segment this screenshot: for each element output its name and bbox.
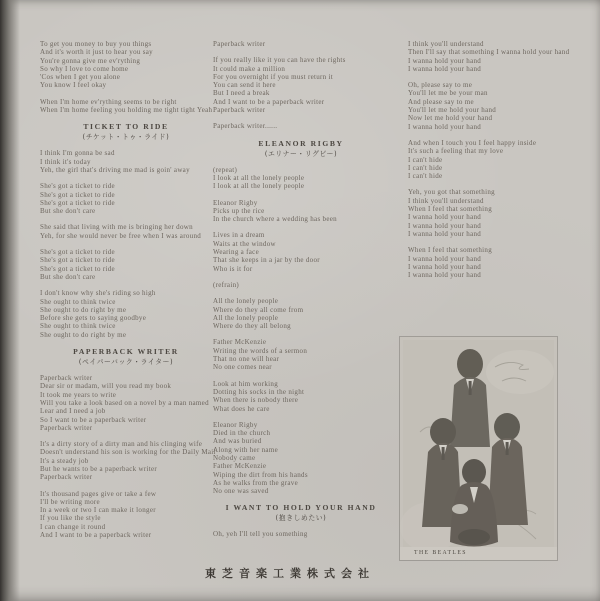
song-title-japanese: (チケット・トゥ・ライド)	[82, 133, 170, 142]
lyric-line: Father McKenzie	[213, 462, 267, 471]
song-title-japanese: (抱きしめたい)	[275, 514, 327, 523]
lyric-stanza	[213, 166, 389, 191]
lyric-line: She said that living with me is bringing her down	[40, 223, 193, 232]
lyric-line: I think you'll understand	[408, 196, 484, 205]
lyric-stanza	[408, 246, 578, 279]
lyric-stanza	[213, 530, 389, 538]
song-heading	[40, 347, 212, 367]
lyric-line: It took me years to write	[40, 390, 117, 399]
lyric-stanza	[213, 338, 389, 371]
lyric-line: If you really like it you can have the rights	[213, 56, 346, 65]
lyric-line: She's got a ticket to ride	[40, 264, 115, 273]
lyric-line: Writing the words of a sermon	[213, 346, 308, 355]
lyric-line: I wanna hold your hand	[408, 213, 482, 222]
song-title: PAPERBACK WRITER	[73, 347, 179, 357]
lyric-line: Nobody came	[213, 453, 256, 462]
lyric-line: Doesn't understand his son is working for the Daily Mail	[40, 448, 216, 457]
lyric-line: I wanna hold your hand	[408, 122, 482, 131]
lyric-stanza	[40, 440, 216, 482]
lyric-line: She's got a ticket to ride	[40, 256, 115, 265]
lyric-line: In a week or two I can make it longer	[40, 506, 156, 515]
lyric-line: I don't know why she's riding so high	[40, 289, 156, 298]
lyric-stanza	[213, 40, 389, 48]
lyric-line: And I want to be a paperback writer	[213, 97, 325, 106]
lyric-line: I think it's today	[40, 157, 91, 166]
lyric-line: Waits at the window	[213, 239, 276, 248]
lyric-line: That she keeps in a jar by the door	[213, 256, 320, 265]
lyric-line: You can send it here	[213, 81, 276, 90]
publisher-name: 東芝音楽工業株式会社	[205, 567, 375, 580]
lyric-line: Father McKenzie	[213, 338, 267, 347]
lyric-stanza	[408, 81, 578, 131]
lyric-line: That no one will hear	[213, 355, 280, 364]
lyric-line: Yeh, the girl that's driving me mad is goin' away	[40, 165, 190, 174]
lyric-stanza	[408, 40, 578, 73]
lyric-stanza	[40, 149, 212, 174]
lyric-stanza	[213, 199, 389, 224]
spine-shadow	[0, 0, 20, 601]
lyric-line: When I feel that something	[408, 205, 492, 214]
lyric-line: I look at all the lonely people	[213, 173, 305, 182]
song-title-japanese: (エリナー・リグビー)	[264, 149, 338, 158]
lyric-line: I wanna hold your hand	[408, 262, 482, 271]
lyric-stanza	[40, 182, 212, 215]
lyric-line: No one was saved	[213, 487, 269, 496]
lyric-line: Lives in a dream	[213, 231, 265, 240]
lyric-line: When I feel that something	[408, 246, 492, 255]
lyric-line: When I'm home ev'rything seems to be right	[40, 97, 177, 106]
lyric-line: No one comes near	[213, 363, 272, 372]
lyric-line: She's got a ticket to ride	[40, 248, 115, 257]
lyric-stanza	[408, 139, 578, 180]
lyric-line: She's got a ticket to ride	[40, 190, 115, 199]
lyric-line: 'Cos when I get you alone	[40, 73, 121, 82]
lyric-line: She ought to think twice	[40, 297, 116, 306]
song-title: I WANT TO HOLD YOUR HAND	[225, 503, 377, 513]
lyric-line: I wanna hold your hand	[408, 64, 482, 73]
lyric-stanza	[40, 248, 212, 281]
lyric-line: I wanna hold your hand	[408, 254, 482, 263]
lyric-line: For you overnight if you must return it	[213, 72, 333, 81]
song-title: TICKET TO RIDE	[83, 122, 169, 132]
song-heading	[40, 122, 212, 142]
lyric-line: Paperback writer......	[213, 122, 278, 131]
lyric-line: Look at him working	[213, 379, 278, 388]
lyric-line: She's got a ticket to ride	[40, 182, 115, 191]
song-heading	[213, 503, 389, 523]
lyric-line: Wearing a face	[213, 248, 259, 257]
lyric-line: It could make a million	[213, 64, 286, 73]
lyric-stanza	[40, 98, 212, 115]
lyric-line: I think I'm gonna be sad	[40, 149, 115, 158]
lyric-line: Dotting his socks in the night	[213, 387, 305, 396]
lyric-line: Eleanor Rigby	[213, 420, 258, 429]
lyric-stanza	[213, 231, 389, 272]
lyrics-column-right	[408, 40, 578, 287]
lyric-line: And I want to be a paperback writer	[40, 531, 152, 540]
lyric-line: Dear sir or madam, will you read my book	[40, 382, 172, 391]
lyric-line: You'll let me hold your hand	[408, 106, 497, 115]
lyric-stanza	[40, 223, 212, 240]
lyric-line: Yeh, you got that something	[408, 188, 495, 197]
photo-caption: THE BEATLES	[414, 550, 467, 556]
lyric-line: You'll let me be your man	[408, 89, 488, 98]
lyric-line: Eleanor Rigby	[213, 198, 258, 207]
lyric-stanza	[213, 380, 389, 413]
lyric-line: She ought to do right by me	[40, 305, 127, 314]
lyric-line: Paperback writer	[213, 106, 266, 115]
lyric-line: She ought to do right by me	[40, 330, 127, 339]
lyric-line: I wanna hold your hand	[408, 221, 482, 230]
lyric-line: Wiping the dirt from his hands	[213, 470, 308, 479]
lyric-line: But he wants to be a paperback writer	[40, 464, 158, 473]
lyric-line: I'll be writing more	[40, 497, 100, 506]
lyric-line: Will you take a look based on a novel by a man named	[40, 398, 209, 407]
lyric-line: All the lonely people	[213, 313, 279, 322]
lyric-line: Paperback writer	[213, 40, 266, 48]
song-title-japanese: (ペイパーバック・ライター)	[78, 358, 174, 367]
lyric-line: It's such a feeling that my love	[408, 147, 504, 156]
lyric-stanza	[408, 188, 578, 238]
lyric-line: Then I'll say that something I wanna hold your hand	[408, 48, 570, 57]
lyric-line: (repeat)	[213, 165, 238, 174]
lyric-line: It's thousand pages give or take a few	[40, 489, 157, 498]
lyric-line: But she don't care	[40, 272, 96, 281]
lyric-stanza	[213, 421, 389, 496]
beatles-photo-image	[400, 337, 557, 560]
lyrics-column-left	[40, 40, 216, 547]
lyric-line: I can't hide	[408, 172, 443, 181]
lyric-line: You're gonna give me ev'rything	[40, 56, 141, 65]
lyric-line: And when I touch you I feel happy inside	[408, 138, 537, 147]
lyric-line: Who is it for	[213, 264, 253, 273]
lyric-line: Died in the church	[213, 429, 271, 438]
lyric-line: Yeh, for she would never be free when I was around	[40, 231, 202, 240]
lyric-line: If you like the style	[40, 514, 101, 523]
lyric-line: All the lonely people	[213, 297, 279, 306]
lyric-line: But I need a break	[213, 89, 270, 98]
lyric-line: I look at all the lonely people	[213, 182, 305, 191]
lyric-line: I can't hide	[408, 163, 443, 172]
lyric-stanza	[213, 281, 389, 289]
lyric-line: She ought to think twice	[40, 322, 116, 331]
lyric-stanza	[213, 297, 389, 330]
lyric-line: In the church where a wedding has been	[213, 215, 337, 224]
lyric-line: When there is nobody there	[213, 396, 299, 405]
song-title: ELEANOR RIGBY	[258, 138, 344, 148]
lyrics-column-middle	[213, 40, 389, 547]
lyric-line: And it's worth it just to hear you say	[40, 48, 153, 57]
lyric-line: I wanna hold your hand	[408, 56, 482, 65]
lyric-line: So why I love to come home	[40, 64, 129, 73]
lyric-line: I wanna hold your hand	[408, 229, 482, 238]
lyric-line: It's a steady job	[40, 456, 89, 465]
lyric-line: I can't hide	[408, 155, 443, 164]
lyric-line: And was buried	[213, 437, 262, 446]
lyric-stanza	[213, 122, 389, 130]
lyric-line: To get you money to buy you things	[40, 40, 152, 48]
lyric-line: Where do they all belong	[213, 322, 291, 331]
lyric-line: Paperback writer	[40, 473, 93, 482]
lyric-line: And please say to me	[408, 97, 474, 106]
lyric-line: So I want to be a paperback writer	[40, 415, 147, 424]
lyric-line: I wanna hold your hand	[408, 271, 482, 280]
lyric-line: Picks up the rice	[213, 206, 265, 215]
lyric-line: Lear and I need a job	[40, 407, 106, 416]
lyric-line: Oh, please say to me	[408, 81, 473, 90]
lyric-line: Oh, yeh I'll tell you something	[213, 530, 308, 539]
lyric-line: Where do they all come from	[213, 305, 304, 314]
lyric-stanza	[213, 56, 389, 114]
beatles-photo	[400, 337, 557, 560]
lyric-line: What does he care	[213, 404, 270, 413]
lyric-line: But she don't care	[40, 207, 96, 216]
lyric-line: (refrain)	[213, 280, 240, 289]
lyric-line: Paperback writer	[40, 423, 93, 432]
lyric-line: I can change it round	[40, 522, 106, 531]
lyric-line: It's a dirty story of a dirty man and his clinging wife	[40, 440, 203, 449]
lyric-line: Along with her name	[213, 445, 278, 454]
lyric-line: When I'm home feeling you holding me tight tight Yeah	[40, 106, 213, 115]
lyric-stanza	[40, 40, 212, 90]
lyric-line: You know I feel okay	[40, 81, 107, 90]
song-heading	[213, 139, 389, 159]
lyric-stanza	[40, 374, 212, 432]
lyric-stanza	[40, 289, 212, 339]
lyric-line: I think you'll understand	[408, 40, 484, 48]
lyric-line: As he walks from the grave	[213, 478, 298, 487]
lyric-line: She's got a ticket to ride	[40, 198, 115, 207]
lyric-line: Now let me hold your hand	[408, 114, 493, 123]
lyric-line: Paperback writer	[40, 374, 93, 383]
lyric-line: Before she gets to saying goodbye	[40, 314, 147, 323]
lyric-stanza	[40, 490, 212, 540]
